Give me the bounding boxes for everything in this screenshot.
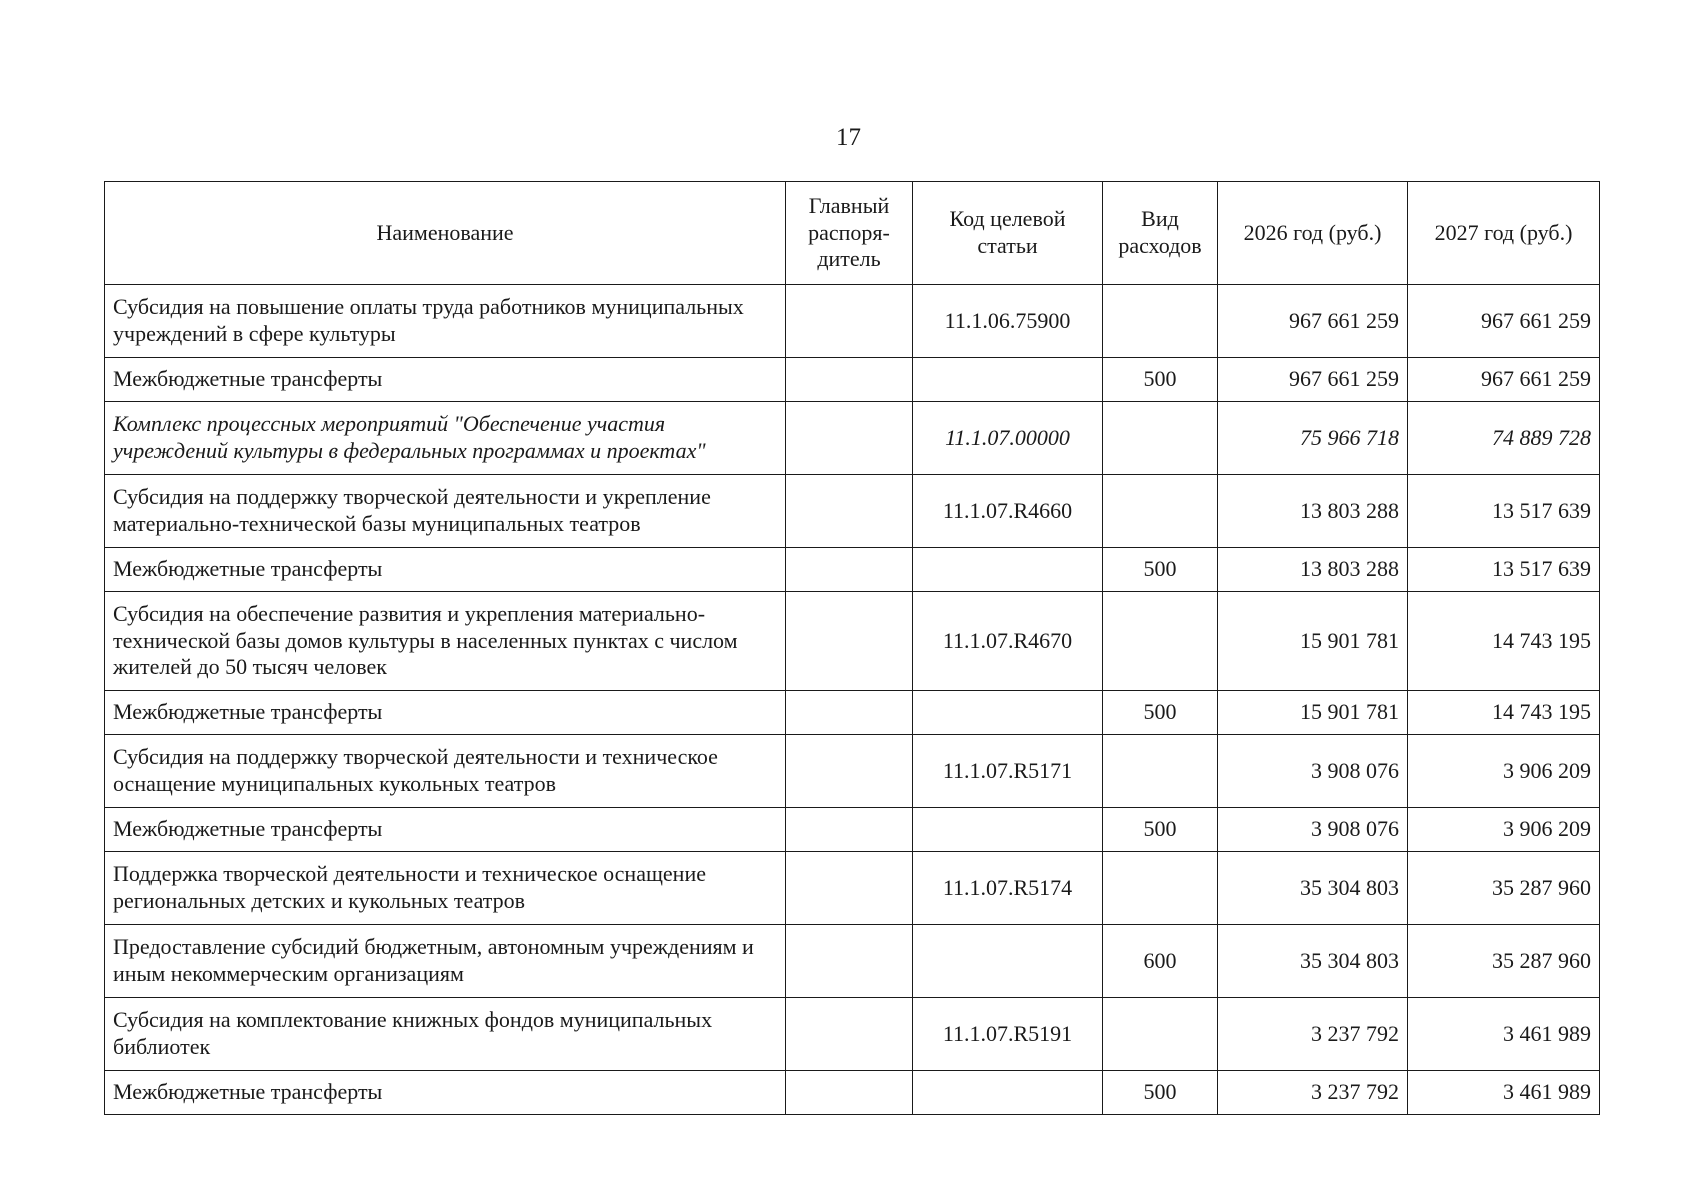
cell-type: [1103, 285, 1218, 358]
cell-code: 11.1.07.00000: [913, 402, 1103, 475]
cell-2026: 967 661 259: [1218, 358, 1408, 402]
cell-name: Субсидия на поддержку творческой деятельности и техническое оснащение муниципальных кукольных театров: [105, 735, 786, 808]
cell-code: [913, 358, 1103, 402]
cell-2026: 3 237 792: [1218, 998, 1408, 1071]
cell-type: 500: [1103, 358, 1218, 402]
cell-name: Межбюджетные трансферты: [105, 691, 786, 735]
cell-type: 500: [1103, 548, 1218, 592]
header-code: Код целевой статьи: [913, 182, 1103, 285]
cell-name: Предоставление субсидий бюджетным, автономным учреждениям и иным некоммерческим организациям: [105, 925, 786, 998]
table-row: [105, 475, 1600, 548]
cell-name: Межбюджетные трансферты: [105, 1071, 786, 1115]
cell-2026: 967 661 259: [1218, 285, 1408, 358]
table-row: [105, 998, 1600, 1071]
cell-2027: 14 743 195: [1408, 691, 1600, 735]
cell-2026: 15 901 781: [1218, 592, 1408, 691]
cell-2026: 35 304 803: [1218, 925, 1408, 998]
page-number: 17: [836, 124, 861, 151]
header-expense-type: Вид расходов: [1103, 182, 1218, 285]
cell-2027: 35 287 960: [1408, 925, 1600, 998]
cell-manager: [786, 1071, 913, 1115]
cell-2027: 13 517 639: [1408, 548, 1600, 592]
table-row: [105, 808, 1600, 852]
cell-type: [1103, 852, 1218, 925]
cell-manager: [786, 402, 913, 475]
cell-code: [913, 1071, 1103, 1115]
cell-2027: 3 906 209: [1408, 735, 1600, 808]
cell-2026: 13 803 288: [1218, 548, 1408, 592]
header-manager: Главный распоря-дитель: [786, 182, 913, 285]
cell-2026: 13 803 288: [1218, 475, 1408, 548]
cell-type: 600: [1103, 925, 1218, 998]
cell-type: [1103, 475, 1218, 548]
table-row: [105, 548, 1600, 592]
cell-2027: 967 661 259: [1408, 285, 1600, 358]
table-row: [105, 358, 1600, 402]
cell-type: [1103, 998, 1218, 1071]
cell-code: [913, 691, 1103, 735]
table-row: [105, 691, 1600, 735]
cell-code: [913, 925, 1103, 998]
cell-2027: 3 461 989: [1408, 998, 1600, 1071]
cell-code: 11.1.07.R4670: [913, 592, 1103, 691]
cell-manager: [786, 735, 913, 808]
budget-table: [104, 181, 1600, 1115]
cell-type: [1103, 735, 1218, 808]
cell-code: 11.1.06.75900: [913, 285, 1103, 358]
cell-code: [913, 808, 1103, 852]
cell-manager: [786, 358, 913, 402]
cell-name: Межбюджетные трансферты: [105, 548, 786, 592]
cell-2027: 35 287 960: [1408, 852, 1600, 925]
cell-2027: 3 461 989: [1408, 1071, 1600, 1115]
cell-manager: [786, 998, 913, 1071]
cell-manager: [786, 592, 913, 691]
cell-name: Субсидия на комплектование книжных фондов муниципальных библиотек: [105, 998, 786, 1071]
cell-name: Субсидия на обеспечение развития и укрепления материально-технической базы домов культуры в населенных пунктах с числом жителей до 50 тысяч человек: [105, 592, 786, 691]
cell-2026: 3 237 792: [1218, 1071, 1408, 1115]
cell-code: 11.1.07.R5171: [913, 735, 1103, 808]
cell-manager: [786, 808, 913, 852]
cell-name: Межбюджетные трансферты: [105, 808, 786, 852]
cell-name: Субсидия на поддержку творческой деятельности и укрепление материально-технической базы муниципальных театров: [105, 475, 786, 548]
cell-manager: [786, 475, 913, 548]
cell-type: [1103, 592, 1218, 691]
cell-name: Поддержка творческой деятельности и техническое оснащение региональных детских и кукольных театров: [105, 852, 786, 925]
cell-type: [1103, 402, 1218, 475]
cell-code: 11.1.07.R5174: [913, 852, 1103, 925]
cell-name: Субсидия на повышение оплаты труда работников муниципальных учреждений в сфере культуры: [105, 285, 786, 358]
cell-code: 11.1.07.R4660: [913, 475, 1103, 548]
cell-2026: 35 304 803: [1218, 852, 1408, 925]
cell-2027: 74 889 728: [1408, 402, 1600, 475]
table-row: [105, 925, 1600, 998]
cell-2026: 3 908 076: [1218, 808, 1408, 852]
cell-2026: 75 966 718: [1218, 402, 1408, 475]
header-year-2027: 2027 год (руб.): [1408, 182, 1600, 285]
cell-2026: 3 908 076: [1218, 735, 1408, 808]
cell-2026: 15 901 781: [1218, 691, 1408, 735]
cell-name: Межбюджетные трансферты: [105, 358, 786, 402]
cell-manager: [786, 691, 913, 735]
cell-2027: 967 661 259: [1408, 358, 1600, 402]
cell-type: 500: [1103, 1071, 1218, 1115]
cell-2027: 14 743 195: [1408, 592, 1600, 691]
cell-type: 500: [1103, 691, 1218, 735]
cell-2027: 13 517 639: [1408, 475, 1600, 548]
table-header-row: [105, 182, 1600, 285]
cell-manager: [786, 925, 913, 998]
table-row: [105, 852, 1600, 925]
cell-name: Комплекс процессных мероприятий "Обеспечение участия учреждений культуры в федеральных программах и проектах": [105, 402, 786, 475]
header-name: Наименование: [105, 182, 786, 285]
cell-2027: 3 906 209: [1408, 808, 1600, 852]
cell-type: 500: [1103, 808, 1218, 852]
cell-manager: [786, 852, 913, 925]
table-row: [105, 285, 1600, 358]
cell-code: 11.1.07.R5191: [913, 998, 1103, 1071]
table-row: [105, 592, 1600, 691]
table-row: [105, 402, 1600, 475]
cell-code: [913, 548, 1103, 592]
cell-manager: [786, 285, 913, 358]
cell-manager: [786, 548, 913, 592]
table-row: [105, 735, 1600, 808]
header-year-2026: 2026 год (руб.): [1218, 182, 1408, 285]
table-row: [105, 1071, 1600, 1115]
